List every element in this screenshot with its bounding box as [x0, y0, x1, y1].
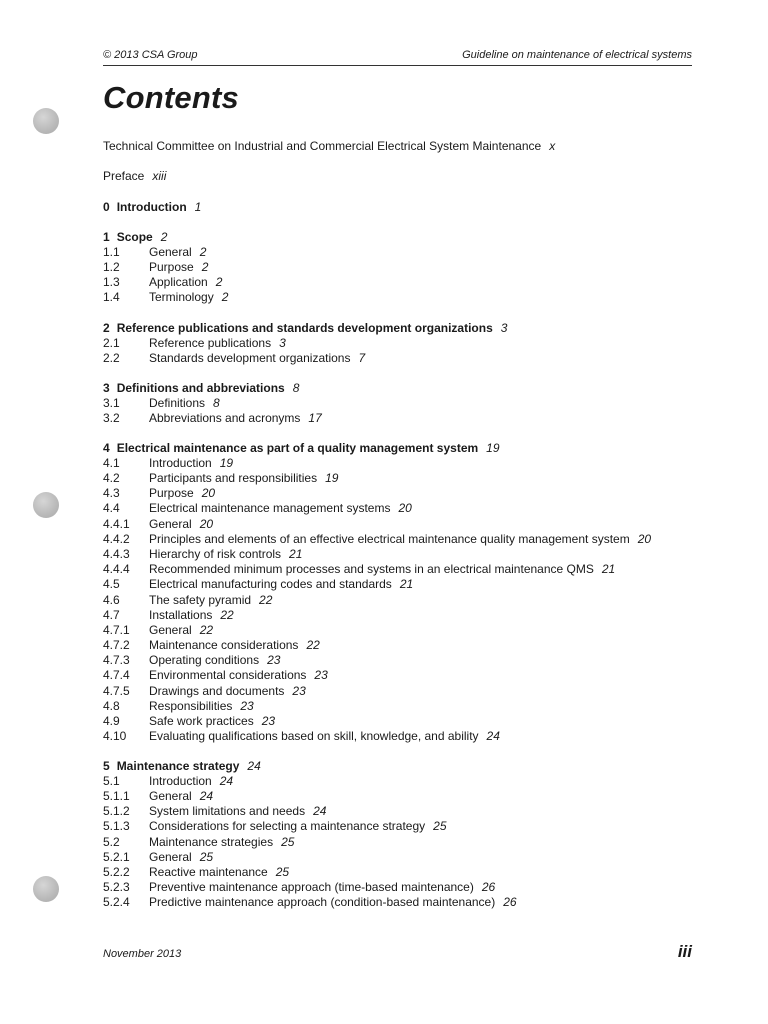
- toc-entry-page: 25: [281, 835, 295, 849]
- toc-entry-title: Preventive maintenance approach (time-based maintenance): [149, 880, 474, 894]
- toc-entry: [103, 532, 651, 547]
- toc-entry-number: 5.2.3: [103, 880, 130, 894]
- toc-entry-page: 8: [213, 396, 220, 410]
- toc-entry-number: 3: [103, 381, 110, 395]
- toc-entry-page: 3: [500, 321, 508, 335]
- toc-entry-number: 5.2: [103, 835, 120, 849]
- toc-entry-title: Purpose: [149, 260, 194, 274]
- toc-entry-title: Terminology: [149, 290, 214, 304]
- toc-entry: [103, 486, 215, 501]
- toc-entry: [103, 865, 289, 880]
- toc-entry: [103, 895, 517, 910]
- toc-entry-title: Scope: [116, 230, 153, 244]
- toc-entry-number: 4.8: [103, 699, 120, 713]
- toc-entry-number: 1.3: [103, 275, 120, 289]
- toc-entry-page: 25: [433, 819, 447, 833]
- toc-entry: [103, 684, 306, 699]
- toc-entry-title: Maintenance strategies: [149, 835, 274, 849]
- toc-entry-page: 24: [219, 774, 234, 788]
- toc-entry-title: Responsibilities: [149, 699, 233, 713]
- toc-entry: [103, 169, 166, 184]
- toc-entry: [103, 759, 261, 774]
- toc-entry-title: Introduction: [116, 200, 187, 214]
- toc-entry-page: 24: [313, 804, 327, 818]
- toc-entry-page: 25: [199, 850, 214, 864]
- toc-entry-page: 21: [289, 547, 303, 561]
- toc-entry: [103, 547, 302, 562]
- toc-entry-number: 5.2.1: [103, 850, 130, 864]
- toc-entry-page: 24: [199, 789, 214, 803]
- toc-entry-title: Electrical manufacturing codes and standards: [149, 577, 392, 591]
- toc-entry: [103, 501, 412, 516]
- toc-entry-number: 2: [103, 321, 110, 335]
- toc-entry-page: 20: [398, 501, 412, 515]
- toc-entry: [103, 714, 275, 729]
- toc-entry-title: Technical Committee on Industrial and Commercial Electrical System Maintenance: [103, 139, 542, 153]
- toc-entry-number: 4.7.4: [103, 668, 130, 682]
- toc-entry-title: Principles and elements of an effective electrical maintenance quality management system: [149, 532, 630, 546]
- toc-entry-number: 5.1.3: [103, 819, 130, 833]
- toc-entry-page: 20: [199, 517, 214, 531]
- toc-entry-page: 8: [292, 381, 300, 395]
- toc-entry: [103, 880, 495, 895]
- toc-entry-number: 1.4: [103, 290, 120, 304]
- toc-entry-page: 1: [194, 200, 202, 214]
- toc-entry-title: Operating conditions: [149, 653, 260, 667]
- toc-entry-number: 1.1: [103, 245, 120, 259]
- toc-entry-title: Participants and responsibilities: [149, 471, 318, 485]
- toc-entry-page: 20: [637, 532, 652, 546]
- toc-entry-title: Evaluating qualifications based on skill, knowledge, and ability: [149, 729, 479, 743]
- toc-entry-title: Safe work practices: [149, 714, 254, 728]
- toc-entry-page: 2: [201, 260, 209, 274]
- toc-entry: [103, 230, 167, 245]
- toc-entry-title: Reference publications and standards development organizations: [116, 321, 493, 335]
- toc-entry-page: 23: [261, 714, 276, 728]
- toc-entry-page: 2: [199, 245, 207, 259]
- toc-entry-title: System limitations and needs: [149, 804, 306, 818]
- toc-entry-number: 2.1: [103, 336, 120, 350]
- toc-entry-number: 4.4.1: [103, 517, 130, 531]
- toc-entry-page: 24: [486, 729, 500, 743]
- toc-entry: [103, 608, 234, 623]
- toc-entry-page: 23: [267, 653, 281, 667]
- toc-entry: [103, 351, 365, 366]
- toc-entry-page: 7: [358, 351, 366, 365]
- toc-entry-number: 4.7: [103, 608, 120, 622]
- header-document-title: Guideline on maintenance of electrical systems: [462, 49, 692, 61]
- toc-entry-page: xiii: [152, 169, 167, 183]
- toc-entry-page: 22: [259, 593, 273, 607]
- toc-entry: [103, 260, 208, 275]
- toc-entry-title: General: [149, 850, 192, 864]
- toc-entry: [103, 471, 338, 486]
- toc-entry-page: 26: [481, 880, 496, 894]
- toc-entry: [103, 774, 233, 789]
- toc-entry: [103, 850, 213, 865]
- toc-entry-page: 2: [221, 290, 229, 304]
- toc-entry-title: Drawings and documents: [149, 684, 285, 698]
- header-copyright: © 2013 CSA Group: [103, 49, 198, 61]
- footer-date: November 2013: [103, 948, 182, 960]
- toc-entry-number: 0: [103, 200, 110, 214]
- toc-entry: [103, 456, 233, 471]
- toc-entry: [103, 593, 272, 608]
- toc-entry-number: 5.2.2: [103, 865, 130, 879]
- toc-entry: [103, 245, 206, 260]
- toc-entry-title: Standards development organizations: [149, 351, 351, 365]
- toc-entry-page: 19: [486, 441, 500, 455]
- toc-entry-number: 4.7.5: [103, 684, 130, 698]
- toc-entry-title: Application: [149, 275, 208, 289]
- toc-entry: [103, 321, 507, 336]
- toc-entry-title: Predictive maintenance approach (condition-based maintenance): [149, 895, 496, 909]
- toc-entry-number: 5: [103, 759, 110, 773]
- toc-entry: [103, 411, 322, 426]
- toc-entry-title: Reactive maintenance: [149, 865, 268, 879]
- toc-entry-title: General: [149, 623, 192, 637]
- toc-entry: [103, 789, 213, 804]
- toc-entry-number: 5.2.4: [103, 895, 130, 909]
- toc-entry-number: 1: [103, 230, 110, 244]
- toc-entry-title: Maintenance strategy: [116, 759, 240, 773]
- toc-entry-page: 22: [199, 623, 214, 637]
- toc-entry-number: 4.4.2: [103, 532, 130, 546]
- toc-entry-title: Introduction: [149, 774, 212, 788]
- toc-entry-title: Installations: [149, 608, 213, 622]
- toc-entry-page: 3: [279, 336, 286, 350]
- toc-entry-number: 5.1.2: [103, 804, 130, 818]
- running-header: [103, 47, 692, 66]
- toc-entry: [103, 381, 299, 396]
- toc-entry-page: 19: [219, 456, 234, 470]
- toc-entry: [103, 290, 228, 305]
- toc-entry: [103, 139, 555, 154]
- binder-hole-middle: [33, 492, 59, 518]
- toc-entry-page: 17: [308, 411, 322, 425]
- toc-entry-title: Definitions and abbreviations: [116, 381, 285, 395]
- toc-entry-page: 26: [503, 895, 517, 909]
- toc-entry-page: 23: [292, 684, 306, 698]
- toc-entry-title: The safety pyramid: [149, 593, 252, 607]
- toc-entry-number: 5.1: [103, 774, 120, 788]
- toc-entry-title: Environmental considerations: [149, 668, 307, 682]
- toc-entry-number: 4.2: [103, 471, 120, 485]
- toc-entry-number: 1.2: [103, 260, 120, 274]
- toc-entry-number: 4.3: [103, 486, 120, 500]
- toc-entry-number: 4.1: [103, 456, 120, 470]
- toc-entry: [103, 819, 447, 834]
- toc-entry-number: 4.6: [103, 593, 120, 607]
- toc-entry-page: 19: [325, 471, 339, 485]
- toc-entry-title: Recommended minimum processes and systems in an electrical maintenance QMS: [149, 562, 594, 576]
- toc-entry-title: Electrical maintenance management systems: [149, 501, 391, 515]
- toc-entry-title: Hierarchy of risk controls: [149, 547, 282, 561]
- toc-entry-title: Considerations for selecting a maintenance strategy: [149, 819, 426, 833]
- toc-entry-page: 24: [247, 759, 261, 773]
- toc-entry-number: 4.7.1: [103, 623, 130, 637]
- toc-entry: [103, 562, 615, 577]
- toc-entry-number: 4.4: [103, 501, 120, 515]
- toc-entry: [103, 275, 222, 290]
- toc-entry-number: 4.7.2: [103, 638, 130, 652]
- toc-entry-page: 23: [314, 668, 328, 682]
- toc-entry-number: 4.10: [103, 729, 127, 743]
- toc-entry-title: General: [149, 517, 192, 531]
- toc-entry-number: 4.4.4: [103, 562, 130, 576]
- toc-entry-title: Introduction: [149, 456, 212, 470]
- toc-entry: [103, 729, 500, 744]
- binder-hole-top: [33, 108, 59, 134]
- toc-entry: [103, 835, 294, 850]
- toc-entry: [103, 441, 500, 456]
- toc-entry: [103, 623, 213, 638]
- toc-entry-number: 2.2: [103, 351, 120, 365]
- toc-entry: [103, 577, 413, 592]
- toc-entry-page: 21: [601, 562, 616, 576]
- toc-entry-number: 3.1: [103, 396, 120, 410]
- toc-entry-title: Abbreviations and acronyms: [149, 411, 301, 425]
- toc-entry-number: 4.5: [103, 577, 120, 591]
- toc-entry-number: 3.2: [103, 411, 120, 425]
- toc-entry-page: 2: [215, 275, 223, 289]
- toc-entry: [103, 336, 286, 351]
- toc-entry-title: Maintenance considerations: [149, 638, 299, 652]
- page-title: Contents: [103, 80, 239, 115]
- toc-entry-page: 2: [160, 230, 168, 244]
- toc-entry-number: 5.1.1: [103, 789, 130, 803]
- toc-entry-title: General: [149, 245, 192, 259]
- toc-entry: [103, 200, 201, 215]
- toc-entry: [103, 396, 220, 411]
- toc-entry-title: Reference publications: [149, 336, 272, 350]
- toc-entry-number: 4.4.3: [103, 547, 130, 561]
- toc-entry: [103, 699, 254, 714]
- toc-entry: [103, 804, 326, 819]
- toc-entry-page: 22: [306, 638, 320, 652]
- toc-entry-number: 4.7.3: [103, 653, 130, 667]
- toc-entry: [103, 668, 328, 683]
- toc-entry: [103, 638, 320, 653]
- toc-entry-page: 23: [240, 699, 254, 713]
- toc-entry-title: Electrical maintenance as part of a quality management system: [116, 441, 479, 455]
- toc-entry-title: Preface: [103, 169, 145, 183]
- toc-entry-page: x: [549, 139, 556, 153]
- toc-entry-number: 4.9: [103, 714, 120, 728]
- toc-entry-page: 25: [275, 865, 290, 879]
- toc-entry-page: 21: [399, 577, 414, 591]
- toc-entry-page: 22: [220, 608, 234, 622]
- toc-entry: [103, 653, 280, 668]
- toc-entry-number: 4: [103, 441, 110, 455]
- footer-page-number: iii: [677, 942, 692, 961]
- toc-entry-title: General: [149, 789, 192, 803]
- toc-entry-title: Purpose: [149, 486, 194, 500]
- binder-hole-bottom: [33, 876, 59, 902]
- toc-entry-title: Definitions: [149, 396, 206, 410]
- toc-entry: [103, 517, 213, 532]
- toc-entry-page: 20: [201, 486, 216, 500]
